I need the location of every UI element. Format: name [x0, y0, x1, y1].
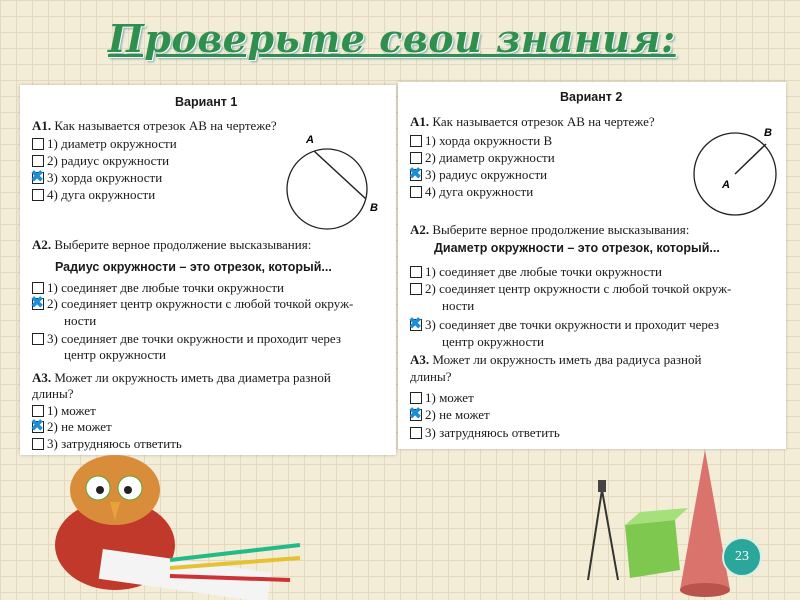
- variant-1-panel: [20, 85, 396, 455]
- circle-chord-figure: [282, 129, 382, 234]
- cross-mark-icon: ✖: [408, 404, 423, 424]
- checkbox-checked[interactable]: [408, 314, 423, 334]
- checkbox[interactable]: [410, 266, 422, 278]
- cross-mark-icon: ✖: [30, 167, 45, 187]
- option-continuation: ности: [64, 313, 97, 328]
- circle-radius-figure: [688, 122, 783, 222]
- question-subtitle: Радиус окружности – это отрезок, который...: [55, 260, 332, 274]
- option[interactable]: 1) диаметр окружности: [32, 136, 177, 151]
- question-a3-cont: длины?: [410, 369, 452, 384]
- checkbox-checked[interactable]: [30, 416, 45, 436]
- option-selected[interactable]: ✖ 3) хорда окружности: [30, 167, 163, 187]
- owl-character-illustration: [30, 450, 310, 600]
- option[interactable]: 1) может: [32, 403, 96, 418]
- point-label-b: B: [370, 202, 378, 214]
- option-continuation: ности: [442, 298, 475, 313]
- checkbox[interactable]: [32, 333, 44, 345]
- option[interactable]: 3) затрудняюсь ответить: [32, 436, 182, 451]
- option[interactable]: 2) соединяет центр окружности с любой точкой окруж-: [410, 281, 731, 296]
- option-continuation: центр окружности: [64, 347, 166, 362]
- checkbox-checked[interactable]: [408, 404, 423, 424]
- question-a1: А1. Как называется отрезок АВ на чертеже?: [32, 118, 277, 133]
- checkbox-checked[interactable]: [30, 293, 45, 313]
- cross-mark-icon: ✖: [30, 293, 45, 313]
- checkbox[interactable]: [32, 189, 44, 201]
- question-a3: А3. Может ли окружность иметь два диаметра разной: [32, 370, 331, 385]
- option-selected[interactable]: ✖ 2) соединяет центр окружности с любой точкой окруж-: [30, 293, 354, 313]
- cross-mark-icon: ✖: [408, 314, 423, 334]
- geometry-shapes-illustration: [580, 440, 780, 600]
- option-selected[interactable]: ✖ 3) радиус окружности: [408, 164, 548, 184]
- checkbox[interactable]: [32, 438, 44, 450]
- checkbox[interactable]: [410, 186, 422, 198]
- slide-title: Проверьте свои знания:: [108, 16, 676, 61]
- checkbox[interactable]: [410, 135, 422, 147]
- point-label-a: A: [306, 134, 314, 146]
- checkbox[interactable]: [410, 427, 422, 439]
- option[interactable]: 4) дуга окружности: [410, 184, 533, 199]
- option-selected[interactable]: ✖ 2) не может: [30, 416, 112, 436]
- point-label-b: B: [764, 127, 772, 139]
- option[interactable]: 1) соединяет две любые точки окружности: [410, 264, 662, 279]
- checkbox-checked[interactable]: [30, 167, 45, 187]
- option[interactable]: 1) соединяет две любые точки окружности: [32, 280, 284, 295]
- option[interactable]: 1) хорда окружности В: [410, 133, 552, 148]
- variant-heading: Вариант 2: [560, 90, 623, 104]
- question-a2: А2. Выберите верное продолжение высказывания:: [410, 222, 690, 237]
- question-a1: А1. Как называется отрезок АВ на чертеже?: [410, 114, 655, 129]
- point-label-a: A: [722, 179, 730, 191]
- question-a3: А3. Может ли окружность иметь два радиуса разной: [410, 352, 702, 367]
- cross-mark-icon: ✖: [408, 164, 423, 184]
- option[interactable]: 3) затрудняюсь ответить: [410, 425, 560, 440]
- cross-mark-icon: ✖: [30, 416, 45, 436]
- variant-heading: Вариант 1: [175, 95, 238, 109]
- checkbox-checked[interactable]: [408, 164, 423, 184]
- option[interactable]: 1) может: [410, 390, 474, 405]
- question-a2: А2. Выберите верное продолжение высказывания:: [32, 237, 312, 252]
- checkbox[interactable]: [32, 155, 44, 167]
- page-number-badge: 23: [722, 537, 762, 577]
- checkbox[interactable]: [32, 138, 44, 150]
- question-subtitle: Диаметр окружности – это отрезок, который...: [434, 241, 720, 255]
- option[interactable]: 3) соединяет две точки окружности и проходит через: [32, 331, 341, 346]
- checkbox[interactable]: [410, 392, 422, 404]
- option-continuation: центр окружности: [442, 334, 544, 349]
- option-selected[interactable]: ✖ 3) соединяет две точки окружности и проходит через: [408, 314, 719, 334]
- option-selected[interactable]: ✖ 2) не может: [408, 404, 490, 424]
- option[interactable]: 2) радиус окружности: [32, 153, 169, 168]
- question-a3-cont: длины?: [32, 386, 74, 401]
- checkbox[interactable]: [410, 152, 422, 164]
- option[interactable]: 2) диаметр окружности: [410, 150, 555, 165]
- checkbox[interactable]: [410, 283, 422, 295]
- option[interactable]: 4) дуга окружности: [32, 187, 155, 202]
- variant-2-panel: [398, 82, 786, 449]
